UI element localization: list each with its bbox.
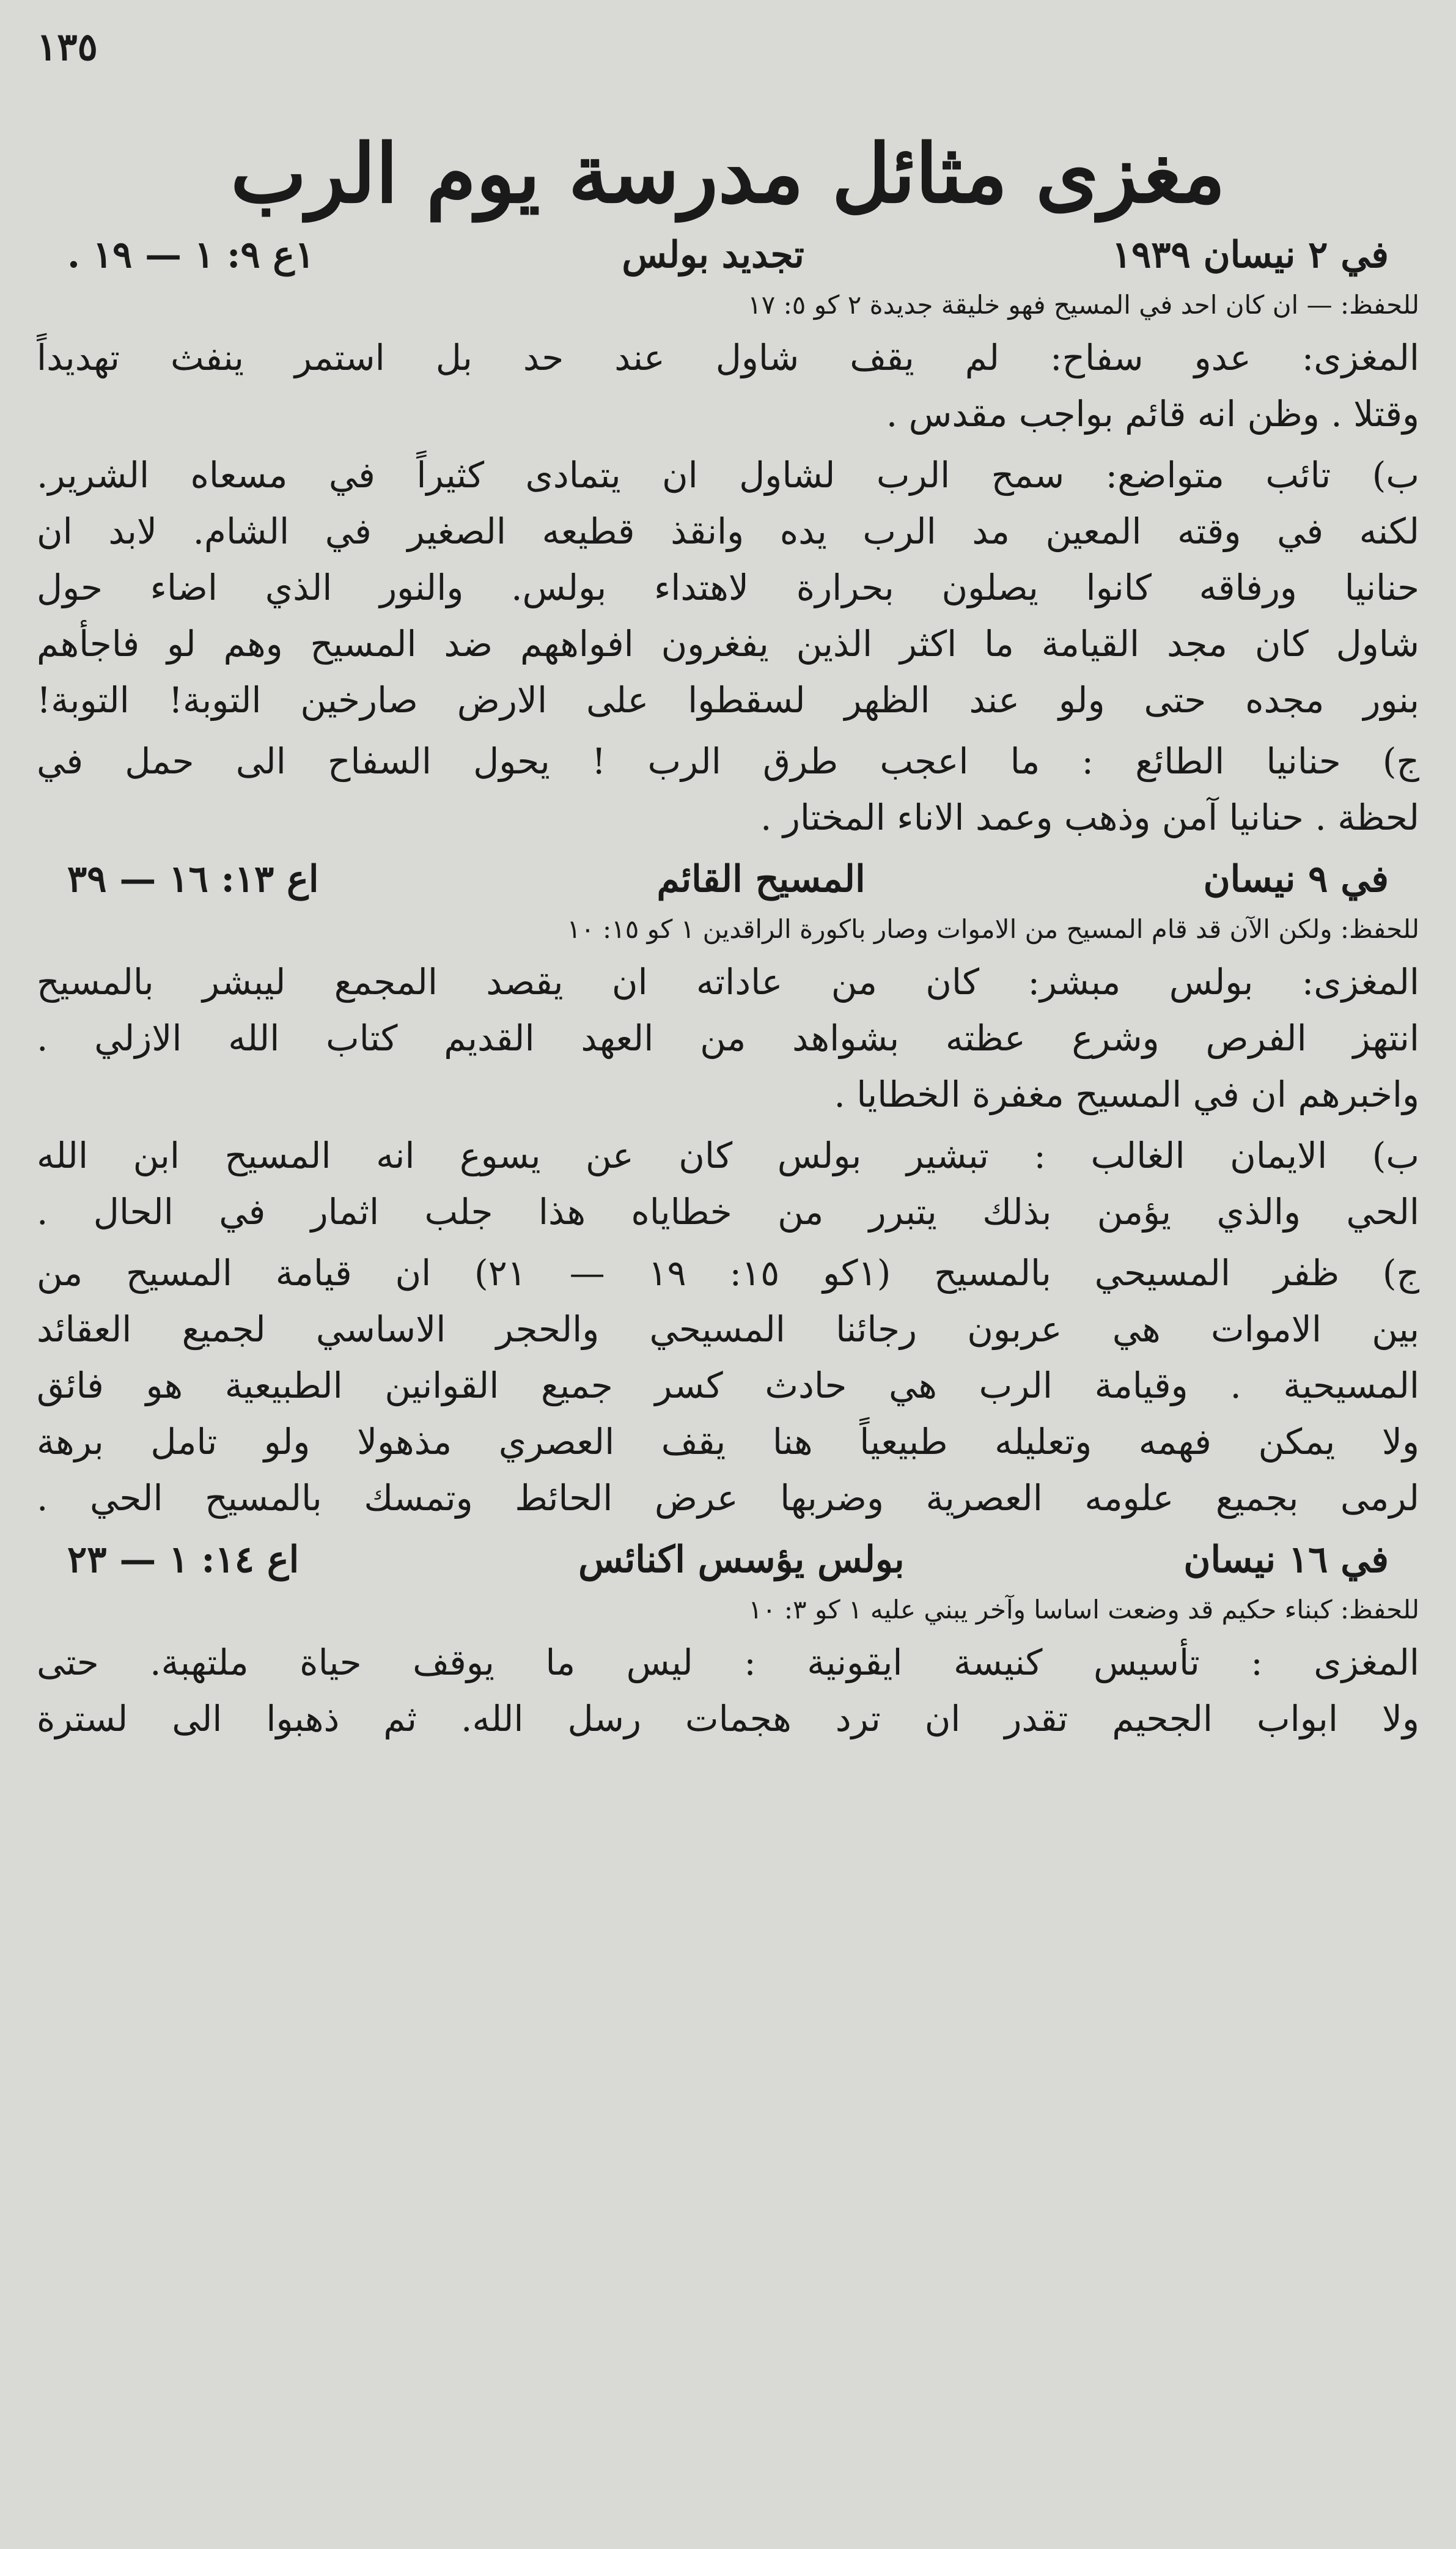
lesson-date: في ١٦ نيسان — [1183, 1538, 1389, 1581]
lesson-3 — [37, 1531, 1419, 1747]
text-line: لرمى بجميع علومه العصرية وضربها عرض الحائط وتمسك بالمسيح الحي . — [37, 1477, 1419, 1519]
text-line: بين الاموات هي عربون رجائنا المسيحي والحجر الاساسي لجميع العقائد — [37, 1308, 1419, 1350]
text-line: لحظة . حنانيا آمن وذهب وعمد الاناء المختار . — [760, 797, 1419, 838]
text-line: المسيحية . وقيامة الرب هي حادث كسر جميع القوانين الطبيعية هو فائق — [37, 1365, 1419, 1406]
paragraph — [37, 1127, 1419, 1240]
text-line: الحي والذي يؤمن بذلك يتبرر من خطاياه هذا جلب اثمار في الحال . — [37, 1191, 1419, 1233]
page-number: ١٣٥ — [37, 24, 98, 69]
memory-verse: للحفظ: — ان كان احد في المسيح فهو خليقة جديدة ٢ كو ٥: ١٧ — [748, 290, 1419, 320]
lesson-topic: بولس يؤسس اكنائس — [578, 1538, 905, 1581]
text-line: وقتلا . وظن انه قائم بواجب مقدس . — [886, 393, 1419, 435]
lesson-topic: تجديد بولس — [622, 234, 804, 276]
paragraph — [37, 1245, 1419, 1526]
text-line: شاول كان مجد القيامة ما اكثر الذين يفغرون افواههم ضد المسيح وهم لو فاجأهم — [37, 623, 1419, 665]
lesson-topic: المسيح القائم — [656, 858, 866, 901]
page-title: مغزى مثائل مدرسة يوم الرب — [230, 127, 1226, 221]
lesson-reference: اع ١٣: ١٦ — ٣٩ — [67, 858, 319, 901]
text-line: واخبرهم ان في المسيح مغفرة الخطايا . — [834, 1074, 1419, 1115]
memory-verse: للحفظ: كبناء حكيم قد وضعت اساسا وآخر يبني عليه ١ كو ٣: ١٠ — [748, 1595, 1419, 1625]
text-line: حنانيا ورفاقه كانوا يصلون بحرارة لاهتداء بولس. والنور الذي اضاء حول — [37, 567, 1419, 608]
text-line: ج) حنانيا الطائع : ما اعجب طرق الرب ! يحول السفاح الى حمل في — [37, 740, 1419, 782]
text-line: ولا ابواب الجحيم تقدر ان ترد هجمات رسل الله. ثم ذهبوا الى لسترة — [37, 1698, 1419, 1739]
paragraph — [37, 954, 1419, 1123]
text-line: ولا يمكن فهمه وتعليله طبيعياً هنا يقف العصري مذهولا ولو تامل برهة — [37, 1421, 1419, 1463]
lesson-header — [37, 1531, 1419, 1589]
text-line: ج) ظفر المسيحي بالمسيح (١كو ١٥: ١٩ — ٢١) ان قيامة المسيح من — [37, 1252, 1419, 1294]
paragraph — [37, 733, 1419, 846]
text-line: لكنه في وقته المعين مد الرب يده وانقذ قطيعه الصغير في الشام. لابد ان — [37, 511, 1419, 552]
lesson-reference: ١ع ٩: ١ — ١٩ . — [67, 234, 315, 276]
text-line: المغزى : تأسيس كنيسة ايقونية : ليس ما يوقف حياة ملتهبة. حتى — [37, 1642, 1419, 1683]
lesson-date: في ٢ نيسان ١٩٣٩ — [1111, 234, 1389, 276]
text-line: بنور مجده حتى ولو عند الظهر لسقطوا على الارض صارخين التوبة! التوبة! — [37, 679, 1419, 721]
lesson-2 — [37, 850, 1419, 1526]
lesson-header — [37, 850, 1419, 909]
text-line: المغزى: عدو سفاح: لم يقف شاول عند حد بل استمر ينفث تهديداً — [37, 337, 1419, 378]
lesson-header — [37, 226, 1419, 284]
memory-verse: للحفظ: ولكن الآن قد قام المسيح من الاموات وصار باكورة الراقدين ١ كو ١٥: ١٠ — [567, 914, 1419, 944]
paragraph — [37, 1634, 1419, 1747]
lesson-1 — [37, 226, 1419, 846]
lesson-reference: اع ١٤: ١ — ٢٣ — [67, 1538, 300, 1581]
text-line: ب) تائب متواضع: سمح الرب لشاول ان يتمادى كثيراً في مسعاه الشرير. — [37, 454, 1419, 496]
paragraph — [37, 447, 1419, 728]
text-line: انتهز الفرص وشرع عظته بشواهد من العهد القديم كتاب الله الازلي . — [37, 1017, 1419, 1059]
paragraph — [37, 330, 1419, 442]
lesson-date: في ٩ نيسان — [1203, 858, 1389, 901]
text-line: المغزى: بولس مبشر: كان من عاداته ان يقصد المجمع ليبشر بالمسيح — [37, 961, 1419, 1003]
text-line: ب) الايمان الغالب : تبشير بولس كان عن يسوع انه المسيح ابن الله — [37, 1135, 1419, 1176]
